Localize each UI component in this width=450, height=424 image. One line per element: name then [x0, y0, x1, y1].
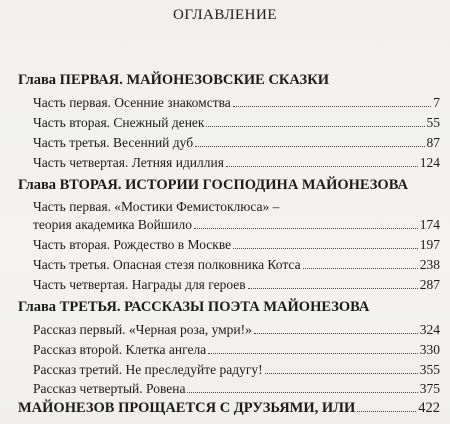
toc-entry-title: Рассказ первый. «Черная роза, умри!» [33, 322, 252, 337]
toc-entry [33, 135, 440, 151]
dot-leader [187, 392, 417, 393]
toc-entry [33, 381, 440, 397]
toc-entry-page: 287 [419, 277, 440, 292]
toc-entry-title: Часть третья. Весенний дуб [33, 135, 194, 150]
dot-leader [194, 228, 418, 229]
toc-entry [33, 277, 440, 293]
toc-entry-title: Рассказ второй. Клетка ангела [33, 342, 207, 357]
toc-entry-title: Часть первая. Осенние знакомства [33, 95, 231, 110]
dot-leader [208, 353, 418, 354]
toc-entry [33, 237, 440, 253]
toc-entry-title: МАЙОНЕЗОВ ПРОЩАЕТСЯ С ДРУЗЬЯМИ, ИЛИ [18, 400, 356, 416]
toc-entry-page: 238 [419, 257, 440, 272]
toc-entry-page: 197 [419, 237, 440, 252]
dot-leader [254, 333, 418, 334]
dot-leader [357, 411, 416, 412]
chapter-heading: Глава ТРЕТЬЯ. РАССКАЗЫ ПОЭТА МАЙОНЕЗОВА [18, 299, 370, 315]
chapter-heading: Глава ВТОРАЯ. ИСТОРИИ ГОСПОДИНА МАЙОНЕЗОВА [18, 177, 408, 193]
toc-entry-page: 55 [426, 115, 440, 130]
page-title: ОГЛАВЛЕНИЕ [173, 7, 277, 23]
dot-leader [233, 248, 418, 249]
toc-entry [33, 322, 440, 338]
toc-entry-title: Часть четвертая. Награды для героев [33, 277, 246, 292]
toc-entry-page: 324 [419, 322, 440, 337]
toc-entry [33, 95, 440, 111]
toc-entry-title: Рассказ четвертый. Ровена [33, 381, 186, 396]
dot-leader [195, 146, 424, 147]
toc-entry [33, 115, 440, 131]
toc-entry-page: 87 [426, 135, 440, 150]
toc-entry-title: Часть третья. Опасная стезя полковника Котса [33, 257, 301, 272]
toc-entry-page: 330 [419, 342, 440, 357]
toc-entry-title: Часть вторая. Снежный денек [33, 115, 205, 130]
toc-final-entry [18, 400, 440, 417]
dot-leader [226, 166, 418, 167]
dot-leader [233, 106, 431, 107]
toc-entry-page: 375 [419, 381, 440, 396]
toc-entry-title: Часть вторая. Рождество в Москве [33, 237, 232, 252]
toc-entry-title: Рассказ третий. Не преследуйте радугу! [33, 362, 263, 377]
toc-entry-page: 174 [419, 217, 440, 232]
toc-entry-title-line1: Часть первая. «Мостики Фемистоклюса» – [33, 199, 280, 214]
dot-leader [303, 268, 418, 269]
dot-leader [265, 373, 418, 374]
dot-leader [206, 126, 424, 127]
toc-entry [33, 155, 440, 171]
toc-entry [33, 342, 440, 358]
toc-entry-page: 7 [433, 95, 440, 110]
toc-entry-page: 355 [419, 362, 440, 377]
toc-entry [33, 217, 440, 233]
toc-entry [33, 257, 440, 273]
toc-entry-title: Часть четвертая. Летняя идиллия [33, 155, 224, 170]
chapter-heading: Глава ПЕРВАЯ. МАЙОНЕЗОВСКИЕ СКАЗКИ [18, 72, 329, 88]
toc-entry-page: 422 [418, 400, 440, 416]
toc-entry-title: теория академика Войшило [33, 217, 192, 232]
toc-entry-page: 124 [419, 155, 440, 170]
dot-leader [248, 288, 418, 289]
toc-entry [33, 362, 440, 378]
